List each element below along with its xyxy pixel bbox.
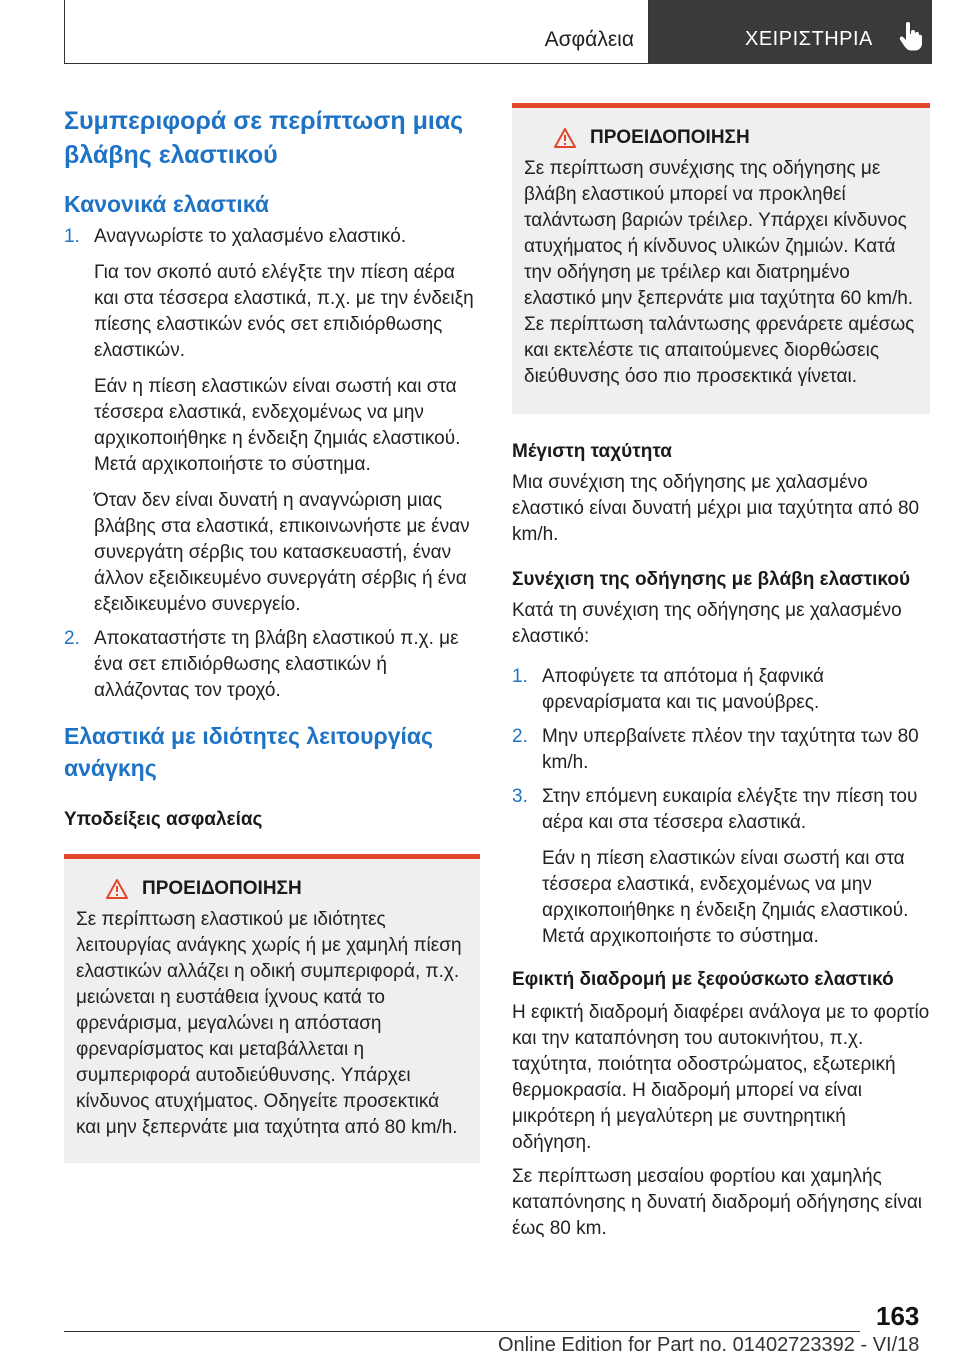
edition-note: Online Edition for Part no. 01402723392 - VI/18 (498, 1334, 920, 1356)
list-item (512, 724, 930, 776)
list-item (64, 626, 480, 704)
list-item (512, 784, 930, 950)
range-heading: Εφικτή διαδρομή με ξεφούσκωτο ελαστικό (512, 969, 894, 990)
section-title: Ασφάλεια (544, 28, 634, 51)
left-column (64, 100, 480, 1163)
warning-text: Σε περίπτωση συνέχισης της οδήγησης με βλάβη ελαστικού μπορεί να προκληθεί ταλάντωση βαριών τρέιλερ. Υπάρχει κίνδυνος ατυχήματος ή κίνδυνος υλικών ζημιών. Κατά την οδήγηση με τρέιλερ και διατρημένο ελαστικό μην ξεπερνάτε μια ταχύτητα 60 km/h. Σε περίπτωση ταλάντωσης φρενάρετε αμέσως και εκτελέστε τις απαιτούμενες διορθώσεις διεύθυνσης όσο πιο προσεκτικά γίνεται. (524, 158, 915, 387)
footer-divider (64, 1331, 860, 1332)
continue-intro: Κατά τη συνέχιση της οδήγησης με χαλασμένο ελαστικό: (512, 600, 902, 647)
section-heading-runflat-tires: Ελαστικά με ιδιότητες λειτουργίας ανάγκης (64, 723, 433, 781)
right-column (512, 103, 930, 1242)
step-text: Αποκαταστήστε τη βλάβη ελαστικού π.χ. με ένα σετ επιδιόρθωσης ελαστικών ή αλλάζοντας τον τροχό. (94, 628, 459, 701)
hand-pointer-icon (899, 22, 923, 52)
warning-title (76, 877, 468, 907)
range-text-1: Η εφικτή διαδρομή διαφέρει ανάλογα με το φορτίο και την καταπόνηση του αυτοκινήτου, π.χ. ταχύτητα, ποιότητα οδοστρώματος, εξωτερική θερμοκρασία. Η διαδρομή μπορεί να είναι μικρότερη ή μεγαλύτερη με συντηρητική οδήγηση. (512, 1002, 930, 1153)
step-detail: Για τον σκοπό αυτό ελέγξτε την πίεση αέρα και στα τέσσερα ελαστικά, π.χ. με την ένδειξη πίεσης ελαστικών ενός σετ επιδιόρθωσης ελαστικών. (94, 262, 474, 361)
header-section-box (64, 0, 649, 64)
list-item (64, 224, 480, 618)
step-number: 1. (64, 226, 80, 247)
warning-box (64, 854, 480, 1163)
step-number: 2. (64, 628, 80, 649)
warning-triangle-icon (106, 879, 128, 899)
continue-heading: Συνέχιση της οδήγησης με βλάβη ελαστικού (512, 569, 911, 590)
safety-heading: Υποδείξεις ασφαλείας (64, 809, 263, 830)
step-number: 2. (512, 726, 528, 747)
warning-label: ΠΡΟΕΙΔΟΠΟΙΗΣΗ (142, 878, 302, 899)
max-speed-text: Μια συνέχιση της οδήγησης με χαλασμένο ελαστικό είναι δυνατή μέχρι μια ταχύτητα από 80 km/h. (512, 472, 920, 545)
step-detail: Εάν η πίεση ελαστικών είναι σωστή και στα τέσσερα ελαστικά, ενδεχομένως να μην αρχικοποιήθηκε η ένδειξη ζημιάς ελαστικού. Μετά αρχικοποιήστε το σύστημα. (94, 376, 461, 475)
header-chapter-box (649, 0, 932, 64)
right-step-list (512, 664, 930, 950)
list-item (512, 664, 930, 716)
page-title: Συμπεριφορά σε περίπτωση μιας βλάβης ελαστικού (64, 107, 464, 169)
page-number: 163 (876, 1301, 920, 1331)
step-detail: Όταν δεν είναι δυνατή η αναγνώριση μιας βλάβης στα ελαστικά, επικοινωνήστε με έναν συνεργάτη σέρβις του κατασκευαστή, έναν άλλον εξειδικευμένο συνεργάτη σέρβις ή ένα εξειδικευμένο συνεργείο. (94, 490, 470, 615)
chapter-title: ΧΕΙΡΙΣΤΗΡΙΑ (745, 28, 873, 50)
warning-label: ΠΡΟΕΙΔΟΠΟΙΗΣΗ (590, 127, 750, 148)
step-detail: Εάν η πίεση ελαστικών είναι σωστή και στα τέσσερα ελαστικά, ενδεχομένως να μην αρχικοποιήθηκε η ένδειξη ζημιάς ελαστικού. Μετά αρχικοποιήστε το σύστημα. (542, 848, 909, 947)
warning-text: Σε περίπτωση ελαστικού με ιδιότητες λειτουργίας ανάγκης χωρίς ή με χαμηλή πίεση ελαστικών αλλάζει η οδική συμπεριφορά, π.χ. μειώνεται η ευστάθεια ίχνους κατά το φρενάρισμα, μεγαλώνει η απόσταση φρεναρίσματος και μεταβάλλεται η συμπεριφορά αυτοδιεύθυνσης. Υπάρχει κίνδυνος ατυχήματος. Οδηγείτε προσεκτικά και μην ξεπερνάτε μια ταχύτητα από 80 km/h. (76, 909, 462, 1138)
max-speed-heading: Μέγιστη ταχύτητα (512, 441, 672, 462)
left-step-list (64, 224, 480, 704)
section-heading-normal-tires: Κανονικά ελαστικά (64, 191, 269, 217)
step-text: Αναγνωρίστε το χαλασμένο ελαστικό. (94, 226, 407, 247)
step-text: Στην επόμενη ευκαιρία ελέγξτε την πίεση του αέρα και στα τέσσερα ελαστικά. (542, 786, 918, 833)
warning-triangle-icon (554, 128, 576, 148)
warning-box (512, 103, 930, 414)
step-number: 1. (512, 666, 528, 687)
step-text: Αποφύγετε τα απότομα ή ξαφνικά φρεναρίσματα και τις μανούβρες. (542, 666, 825, 713)
warning-title (524, 126, 918, 156)
step-number: 3. (512, 786, 528, 807)
step-text: Μην υπερβαίνετε πλέον την ταχύτητα των 80 km/h. (542, 726, 919, 773)
range-text-2: Σε περίπτωση μεσαίου φορτίου και χαμηλής καταπόνησης η δυνατή διαδρομή οδήγησης είναι έως 80 km. (512, 1166, 923, 1239)
